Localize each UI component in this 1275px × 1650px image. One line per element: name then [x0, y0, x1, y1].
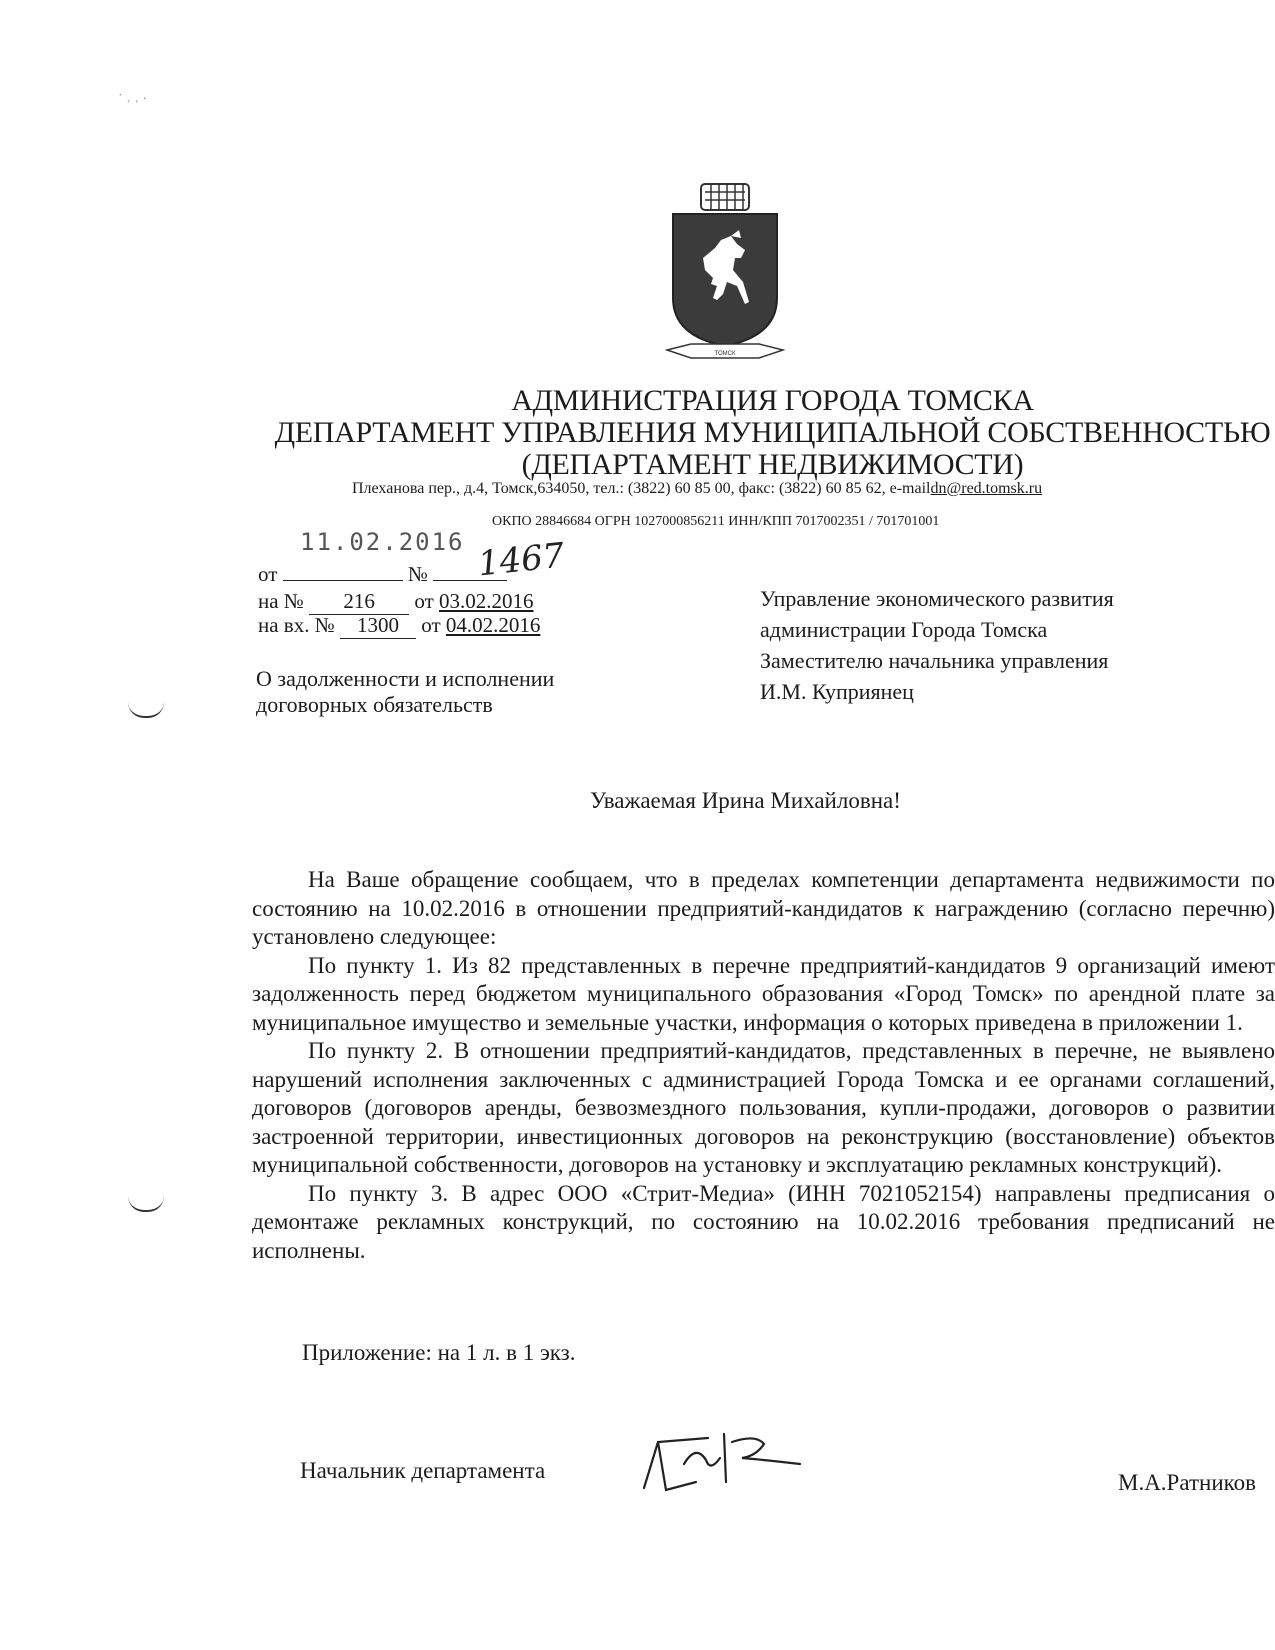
- signatory-position: Начальник департамента: [300, 1458, 546, 1483]
- paragraph-2: По пункту 1. Из 82 представленных в перечне предприятий-кандидатов 9 организаций имеют задолженность перед бюджетом муниципального образования «Город Томск» по арендной плате за муниципальное имущество и земельные участки, информация о которых приведена в приложении 1.: [252, 952, 1275, 1035]
- reply-ref-row: [258, 589, 534, 615]
- subject-line2: договорных обязательств: [256, 692, 493, 717]
- org-codes: ОКПО 28846684 ОГРН 1027000856211 ИНН/КПП 7017002351 / 701701001: [492, 514, 940, 529]
- reply-to-date: 03.02.2016: [439, 589, 534, 613]
- reply-to-number: 216: [309, 589, 409, 615]
- subject-line1: О задолженности и исполнении: [256, 666, 555, 691]
- incoming-ref-row: [258, 613, 540, 639]
- incoming-label: на вх. №: [258, 613, 335, 637]
- paragraph-3: По пункту 2. В отношении предприятий-кандидатов, представленных в перечне, не выявлено нарушений исполнения заключенных с администрацией Города Томска и ее органами соглашений, договоров (договоров аренды, безвозмездного пользования, купли-продажи, договоров о развитии застроенной территории, инвестиционных договоров на реконструкцию (восстановление) объектов муниципальной собственности, договоров на установку и эксплуатацию рекламных конструкций).: [252, 1038, 1275, 1177]
- incoming-number: 1300: [340, 613, 416, 639]
- contact-address: [352, 480, 1042, 498]
- letter-body: [252, 866, 1275, 1265]
- attachment-note: Приложение: на 1 л. в 1 экз.: [302, 1340, 576, 1365]
- paragraph-4: По пункту 3. В адрес ООО «Стрит-Медиа» (ИНН 7021052154) направлены предписания о демонтаже рекламных конструкций, по состоянию на 10.02.2016 требования предписаний не исполнены.: [252, 1180, 1275, 1263]
- reply-to-label: на №: [258, 589, 304, 613]
- outgoing-ref-row: [258, 562, 507, 587]
- incoming-date: 04.02.2016: [445, 613, 541, 637]
- org-name-line1: АДМИНИСТРАЦИЯ ГОРОДА ТОМСКА: [511, 384, 1034, 417]
- org-name-line3: (ДЕПАРТАМЕНТ НЕДВИЖИМОСТИ): [521, 448, 1024, 481]
- from-label: от: [258, 562, 278, 586]
- handwritten-number: 1467: [476, 535, 567, 585]
- addressee-line4: И.М. Куприянец: [760, 679, 914, 704]
- email-link[interactable]: dn@red.tomsk.ru: [930, 480, 1043, 497]
- salutation: Уважаемая Ирина Михайловна!: [590, 788, 901, 813]
- addressee-line1: Управление экономического развития: [760, 586, 1114, 611]
- crest-ribbon-text: ТОМСК: [714, 351, 736, 357]
- hole-punch-mark: [128, 1196, 164, 1212]
- incoming-date-label: от: [421, 613, 441, 637]
- signatory-name: М.А.Ратников: [1118, 1470, 1256, 1495]
- addressee-line2: администрации Города Томска: [760, 617, 1048, 642]
- paragraph-1: На Ваше обращение сообщаем, что в пределах компетенции департамента недвижимости по состоянию на 10.02.2016 в отношении предприятий-кандидатов к награждению (согласно перечню) установлено следующее:: [252, 867, 1275, 949]
- hole-punch-mark: [128, 702, 164, 718]
- handwritten-signature: [636, 1420, 816, 1500]
- addressee-line3: Заместителю начальника управления: [760, 648, 1109, 673]
- reply-to-date-label: от: [414, 589, 434, 613]
- org-name-line2: ДЕПАРТАМЕНТ УПРАВЛЕНИЯ МУНИЦИПАЛЬНОЙ СОБСТВЕННОСТЬЮ: [274, 416, 1271, 449]
- scan-specks: ˙ ˒ ˓ ·: [118, 92, 148, 107]
- number-label: №: [407, 562, 428, 586]
- address-text: Плеханова пер., д.4, Томск,634050, тел.: (3822) 60 85 00, факс: (3822) 60 85 62, e-mail: [352, 480, 931, 497]
- tomsk-coat-of-arms-icon: [665, 178, 785, 368]
- addressee-block: [760, 583, 1114, 707]
- date-blank: [283, 580, 403, 581]
- date-stamp: 11.02.2016: [300, 528, 465, 556]
- subject-block: [256, 666, 554, 718]
